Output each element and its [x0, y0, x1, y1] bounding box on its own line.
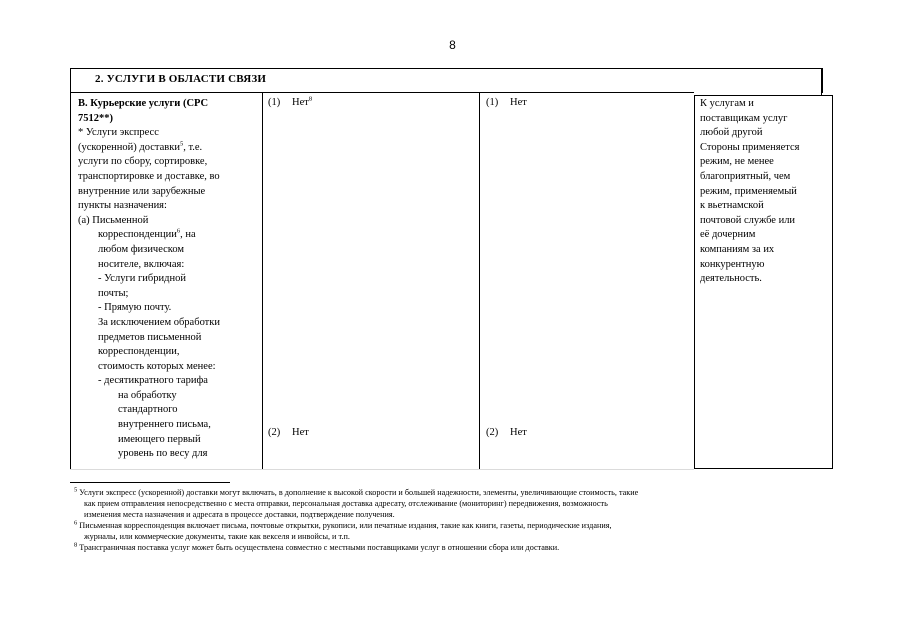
footnote-ref: 6 [176, 227, 181, 235]
description-text: корреспонденции, [98, 346, 180, 358]
section-title: 2. УСЛУГИ В ОБЛАСТИ СВЯЗИ [95, 73, 267, 85]
description-text: , на [180, 229, 196, 241]
page-number: 8 [449, 38, 456, 52]
footnote-number: 5 [74, 486, 78, 494]
description-line [78, 170, 260, 185]
footnote [74, 487, 834, 498]
mode-number: (2) [268, 427, 281, 438]
description-line [78, 141, 260, 156]
footnote-continuation: изменения места назначения и адресата в процессе доставки, подтверждение получения. [84, 510, 395, 519]
footnote-continuation: журналы, или коммерческие документы, такие как векселя и инвойсы, и т.п. [84, 532, 350, 541]
additional-commitment-line: деятельность. [700, 273, 762, 285]
description-text: - десятикратного тарифа [98, 375, 208, 387]
sector-title: B. Курьерские услуги (CPC [78, 98, 209, 109]
additional-commitment-line: благоприятный, чем [700, 170, 791, 182]
description-line [78, 331, 260, 346]
description-line [78, 243, 260, 258]
national-treatment-mode-1 [486, 97, 527, 108]
description-line [78, 287, 260, 302]
table-header-divider-right [694, 95, 832, 96]
description-text: пункты назначения: [78, 200, 167, 212]
description-text: имеющего первый [118, 433, 201, 445]
table-section-right-border [821, 68, 822, 95]
description-line [78, 185, 260, 200]
sector-description-lines [78, 126, 260, 462]
footnote-ref: 8 [308, 95, 313, 103]
column-divider-2 [479, 92, 480, 469]
description-line [78, 272, 260, 287]
description-text: (ускоренной) доставки [78, 141, 180, 153]
column-divider-3 [694, 95, 695, 469]
table-left-border [70, 92, 71, 469]
description-text: уровень по весу для [118, 448, 208, 460]
description-line [78, 155, 260, 170]
description-text: - Прямую почту. [98, 302, 172, 314]
description-text: услуги по сбору, сортировке, [78, 156, 208, 168]
description-line [78, 228, 260, 243]
additional-commitment-line: поставщикам услуг [700, 112, 788, 124]
additional-commitment-line: к вьетнамской [700, 200, 764, 212]
mode-number: (1) [268, 97, 281, 108]
footnote-text: Услуги экспресс (ускоренной) доставки могут включать, в дополнение к высокой скорости и большей надежности, элементы, увеличивающие стоимость, такие [77, 488, 639, 497]
description-line [78, 360, 260, 375]
description-text: * Услуги экспресс [78, 127, 159, 139]
additional-commitment-line: почтовой службе или [700, 214, 796, 226]
description-text: - Услуги гибридной [98, 273, 186, 285]
description-line [78, 214, 260, 229]
additional-commitment-line: режим, не менее [700, 156, 774, 168]
description-text: внутреннего письма, [118, 419, 211, 431]
description-line [78, 316, 260, 331]
description-line [78, 258, 260, 273]
description-text: стандартного [118, 404, 178, 416]
sector-title-code: 7512**) [78, 112, 113, 124]
market-access-mode-2 [268, 427, 309, 438]
description-line [78, 126, 260, 141]
table-bottom-edge [70, 469, 694, 470]
additional-commitment-line: её дочерним [700, 229, 756, 241]
mode-value: Нет [292, 97, 309, 108]
description-line [78, 199, 260, 214]
column-divider-1 [262, 92, 263, 469]
footnote-number: 6 [74, 519, 78, 527]
mode-value: Нет [510, 97, 527, 108]
description-text: корреспонденции [98, 229, 177, 241]
footnote [74, 520, 834, 531]
mode-value: Нет [292, 427, 309, 438]
additional-commitment-line: любой другой [700, 127, 763, 139]
additional-commitment-line: конкурентную [700, 258, 765, 270]
table-right-border [832, 95, 833, 469]
section-header-box [70, 68, 823, 93]
description-line [78, 389, 260, 404]
description-text: стоимость которых менее: [98, 360, 216, 372]
additional-commitments [700, 97, 832, 287]
footnote-text: Письменная корреспонденция включает письма, почтовые открытки, рукописи, или печатные издания, такие как книги, газеты, периодические издания, [77, 521, 612, 530]
description-text: внутренние или зарубежные [78, 185, 206, 197]
description-text: , т.е. [183, 141, 203, 153]
mode-value: Нет [510, 427, 527, 438]
description-line [78, 403, 260, 418]
description-text: любом физическом [98, 243, 185, 255]
additional-commitment-line: компаниям за их [700, 243, 775, 255]
footnote-text: Трансграничная поставка услуг может быть осуществлена совместно с местными поставщиками услуг в отношении сбора или доставки. [77, 543, 560, 552]
description-line [78, 301, 260, 316]
description-line [78, 345, 260, 360]
table-header-divider [70, 92, 694, 93]
mode-number: (1) [486, 97, 499, 108]
national-treatment-mode-2 [486, 427, 527, 438]
mode-number: (2) [486, 427, 499, 438]
footnote-separator [70, 482, 230, 483]
additional-commitment-line: К услугам и [700, 98, 754, 109]
description-line [78, 433, 260, 448]
footnotes [74, 487, 834, 553]
additional-commitment-line: Стороны применяется [700, 141, 800, 153]
description-text: предметов письменной [98, 331, 202, 343]
description-text: носителе, включая: [98, 258, 185, 270]
footnote-continuation: как прием отправления непосредственно с места отправки, персональная доставка адресату, отслеживание (мониторинг) передвижения, возможность [84, 499, 608, 508]
description-text: почты; [98, 287, 129, 299]
footnote [74, 542, 834, 553]
description-text: транспортировке и доставке, во [78, 170, 220, 182]
description-line [78, 447, 260, 462]
footnote-ref: 5 [179, 140, 184, 148]
description-line [78, 374, 260, 389]
description-text: За исключением обработки [98, 316, 220, 328]
additional-box-bottom [694, 468, 833, 469]
market-access-mode-1 [268, 97, 312, 108]
sector-description [78, 97, 260, 462]
description-line [78, 418, 260, 433]
additional-commitment-line: режим, применяемый [700, 185, 797, 197]
description-text: на обработку [118, 389, 177, 401]
description-text: (a) Письменной [78, 214, 149, 226]
footnote-number: 8 [74, 541, 78, 549]
